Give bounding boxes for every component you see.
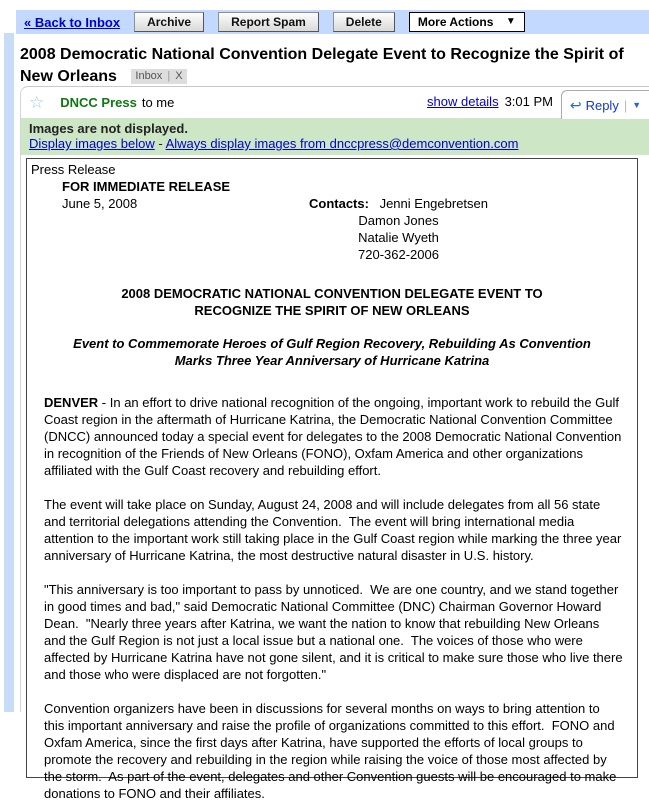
subtitle-line-2: Three Year Anniversary of Hurricane Katrina bbox=[215, 353, 490, 368]
contacts-label: Contacts: bbox=[309, 196, 369, 211]
paragraph-text: - In an effort to drive national recognition of the ongoing, important work to rebuild the Gulf Coast region in the aftermath of Hurricane Katrina, the Democratic National Convention Committee (DNCC) announced today a special event for delegates to the 2008 Democratic National Convention in recognition of the Friends of New Orleans (FONO), Oxfam America and other organizations affiliated with the Gulf Coast recovery and rebuilding effort. bbox=[44, 395, 626, 478]
back-to-inbox-link[interactable]: « Back to Inbox bbox=[24, 14, 121, 30]
toolbar bbox=[16, 10, 649, 34]
body-paragraph: The event will take place on Sunday, August 24, 2008 and will include delegates from all 56 state and territorial delegations attending the Convention. The event will bring international media attention to the important work still taking place in the Gulf Coast region while marking the three year anniversary of Hurricane Katrina, the most destructive natural disaster in U.S. history. bbox=[44, 497, 625, 563]
body-paragraph bbox=[44, 394, 626, 479]
body-paragraph: Convention organizers have been in discussions for several months on ways to bring attention to this important anniversary and raise the profile of organizations committed to this effort. FONO and Oxfam America, since the first days after Katrina, have supported the efforts of local groups to promote the recovery and rebuilding in the region while raising the voice of those most affected by the storm. As part of the event, delegates and other Convention guests will be encouraged to make donations to FONO and their affiliates. bbox=[44, 701, 620, 801]
contact-name: Damon Jones bbox=[358, 213, 439, 228]
reply-divider: | bbox=[623, 97, 628, 113]
reply-label: Reply bbox=[585, 97, 619, 113]
press-release-headline bbox=[31, 285, 633, 319]
inbox-label-chip[interactable] bbox=[131, 69, 186, 84]
reply-dropdown-icon[interactable]: ▼ bbox=[632, 100, 642, 110]
press-release-body bbox=[31, 394, 633, 802]
press-release-header bbox=[31, 178, 633, 262]
chevron-down-icon: ▼ bbox=[505, 16, 516, 27]
chip-divider: | bbox=[167, 70, 171, 82]
sender-name: DNCC Press bbox=[60, 95, 137, 110]
reply-button[interactable] bbox=[561, 90, 649, 119]
recipient-text: to me bbox=[141, 95, 175, 110]
display-images-link[interactable]: Display images below bbox=[29, 136, 155, 151]
contacts-line-1 bbox=[301, 195, 496, 212]
release-date: June 5, 2008 bbox=[62, 196, 138, 211]
dateline: DENVER bbox=[44, 395, 99, 410]
star-icon[interactable]: ☆ bbox=[29, 93, 45, 112]
contact-phone: 720-362-2006 bbox=[358, 247, 439, 262]
banner-separator: - bbox=[158, 136, 163, 151]
headline-line-1: 2008 DEMOCRATIC NATIONAL CONVENTION DELEGATE EVENT TO bbox=[121, 286, 543, 301]
reply-arrow-icon: ↩ bbox=[569, 96, 582, 113]
body-paragraph: "This anniversary is too important to pass by unnoticed. We are one country, and we stand together in good times and bad," said Democratic National Committee (DNC) Chairman Governor Howard Dean. "Nearly three years after Katrina, we want the nation to know that rebuilding New Orleans and the Gulf Region is not just a local issue but a national one. The voices of those who were affected by Hurricane Katrina have not gone silent, and it is critical to make sure those who live there and those who were displaced are not forgotten." bbox=[44, 582, 627, 682]
for-immediate-release: FOR IMMEDIATE RELEASE bbox=[62, 179, 231, 194]
banner-message: Images are not displayed. bbox=[29, 121, 188, 136]
message-header-row bbox=[21, 87, 649, 118]
delete-button[interactable]: Delete bbox=[333, 12, 395, 32]
subtitle-line-1: Event to Commemorate Heroes of Gulf Region Recovery, Rebuilding As Convention Marks bbox=[73, 336, 591, 368]
banner-links-row bbox=[29, 136, 649, 151]
images-not-displayed-banner bbox=[21, 118, 649, 155]
more-actions-dropdown[interactable] bbox=[409, 12, 525, 32]
headline-line-2: RECOGNIZE THE SPIRIT OF NEW ORLEANS bbox=[194, 303, 470, 318]
subject-line bbox=[20, 44, 643, 88]
more-actions-label: More Actions bbox=[417, 15, 494, 29]
show-details-link[interactable]: show details bbox=[427, 94, 499, 109]
press-release-subtitle bbox=[31, 335, 633, 369]
contacts-block bbox=[301, 195, 496, 263]
inbox-label: Inbox bbox=[135, 70, 163, 82]
contact-name: Natalie Wyeth bbox=[358, 230, 439, 245]
header-right-group bbox=[427, 94, 553, 109]
email-body-frame bbox=[26, 158, 638, 801]
message-time: 3:01 PM bbox=[504, 94, 553, 109]
subject-title: 2008 Democratic National Convention Delegate Event to Recognize the Spirit of New Orleans bbox=[20, 46, 624, 85]
message-card bbox=[20, 86, 649, 801]
archive-button[interactable]: Archive bbox=[134, 12, 204, 32]
contact-name: Jenni Engebretsen bbox=[379, 196, 488, 211]
remove-label-button[interactable]: X bbox=[175, 70, 183, 82]
press-release-label: Press Release bbox=[31, 162, 116, 177]
left-edge-strip bbox=[4, 33, 14, 712]
report-spam-button[interactable]: Report Spam bbox=[218, 12, 319, 32]
always-display-images-link[interactable]: Always display images from dnccpress@demconvention.com bbox=[165, 136, 519, 151]
